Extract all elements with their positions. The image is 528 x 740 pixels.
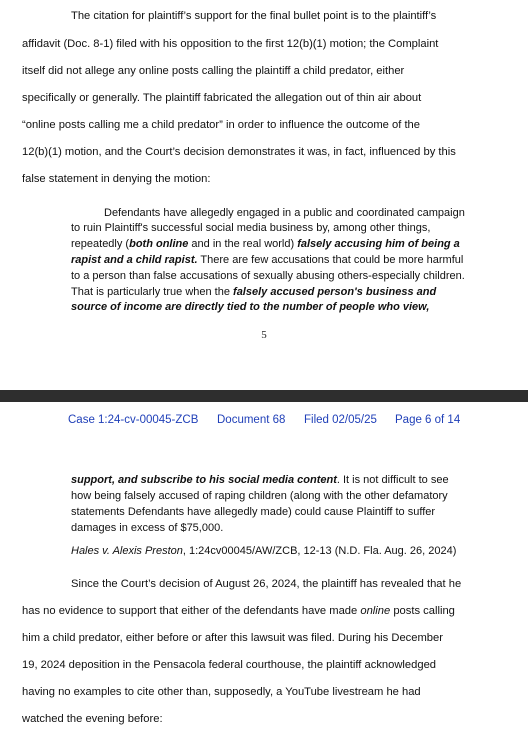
page-divider bbox=[0, 390, 528, 402]
paragraph-line: 19, 2024 deposition in the Pensacola federal courthouse, the plaintiff acknowledged bbox=[22, 659, 437, 671]
paragraph-line: having no examples to cite other than, supposedly, a YouTube livestream he had bbox=[22, 686, 421, 698]
quote-line: statements Defendants have allegedly made) could cause Plaintiff to suffer bbox=[71, 506, 436, 518]
paragraph-line: 12(b)(1) motion, and the Court’s decision demonstrates it was, in fact, influenced by this bbox=[22, 146, 456, 158]
case-citation: Hales v. Alexis Preston, 1:24cv00045/AW/ZCB, 12-13 (N.D. Fla. Aug. 26, 2024) bbox=[71, 545, 457, 557]
paragraph-line: him a child predator, either before or after this lawsuit was filed. During his December bbox=[22, 632, 443, 644]
quote-line: to ruin Plaintiff's successful social media business by, among other things, bbox=[71, 222, 431, 234]
paragraph-line: itself did not allege any online posts calling the plaintiff a child predator, either bbox=[22, 65, 405, 77]
quote-line: rapist and a child rapist. There are few accusations that could be more harmful bbox=[71, 254, 464, 266]
paragraph-line: has no evidence to support that either of the defendants have made online posts calling bbox=[22, 605, 455, 617]
quote-line: how being falsely accused of raping children (along with the other defamatory bbox=[71, 490, 448, 502]
paragraph-line: watched the evening before: bbox=[22, 713, 163, 725]
quote-line: That is particularly true when the falsely accused person's business and bbox=[71, 286, 437, 298]
page-number: 5 bbox=[261, 329, 267, 341]
quote-line: to a person than false accusations of sexually abusing others-especially children. bbox=[71, 270, 465, 282]
quote-line: damages in excess of $75,000. bbox=[71, 522, 224, 534]
case-number: Case 1:24-cv-00045-ZCB bbox=[68, 414, 199, 426]
paragraph-line: specifically or generally. The plaintiff fabricated the allegation out of thin air about bbox=[22, 92, 422, 104]
document-number: Document 68 bbox=[217, 414, 286, 426]
quote-line: support, and subscribe to his social media content. It is not difficult to see bbox=[71, 474, 449, 486]
quote-line: repeatedly (both online and in the real world) falsely accusing him of being a bbox=[71, 238, 460, 250]
paragraph-line: false statement in denying the motion: bbox=[22, 173, 211, 185]
quote-line: Defendants have allegedly engaged in a public and coordinated campaign bbox=[104, 207, 465, 219]
filed-date: Filed 02/05/25 bbox=[304, 414, 377, 426]
paragraph-line: affidavit (Doc. 8-1) filed with his opposition to the first 12(b)(1) motion; the Complaint bbox=[22, 38, 439, 50]
paragraph-line: Since the Court’s decision of August 26, 2024, the plaintiff has revealed that he bbox=[71, 578, 462, 590]
paragraph-line: The citation for plaintiff’s support for the final bullet point is to the plaintiff’s bbox=[71, 10, 437, 22]
page-count: Page 6 of 14 bbox=[395, 414, 461, 426]
filing-header bbox=[0, 414, 528, 430]
quote-line: source of income are directly tied to the number of people who view, bbox=[71, 301, 430, 313]
paragraph-line: “online posts calling me a child predator” in order to influence the outcome of the bbox=[22, 119, 421, 131]
document-page-6 bbox=[0, 402, 528, 740]
